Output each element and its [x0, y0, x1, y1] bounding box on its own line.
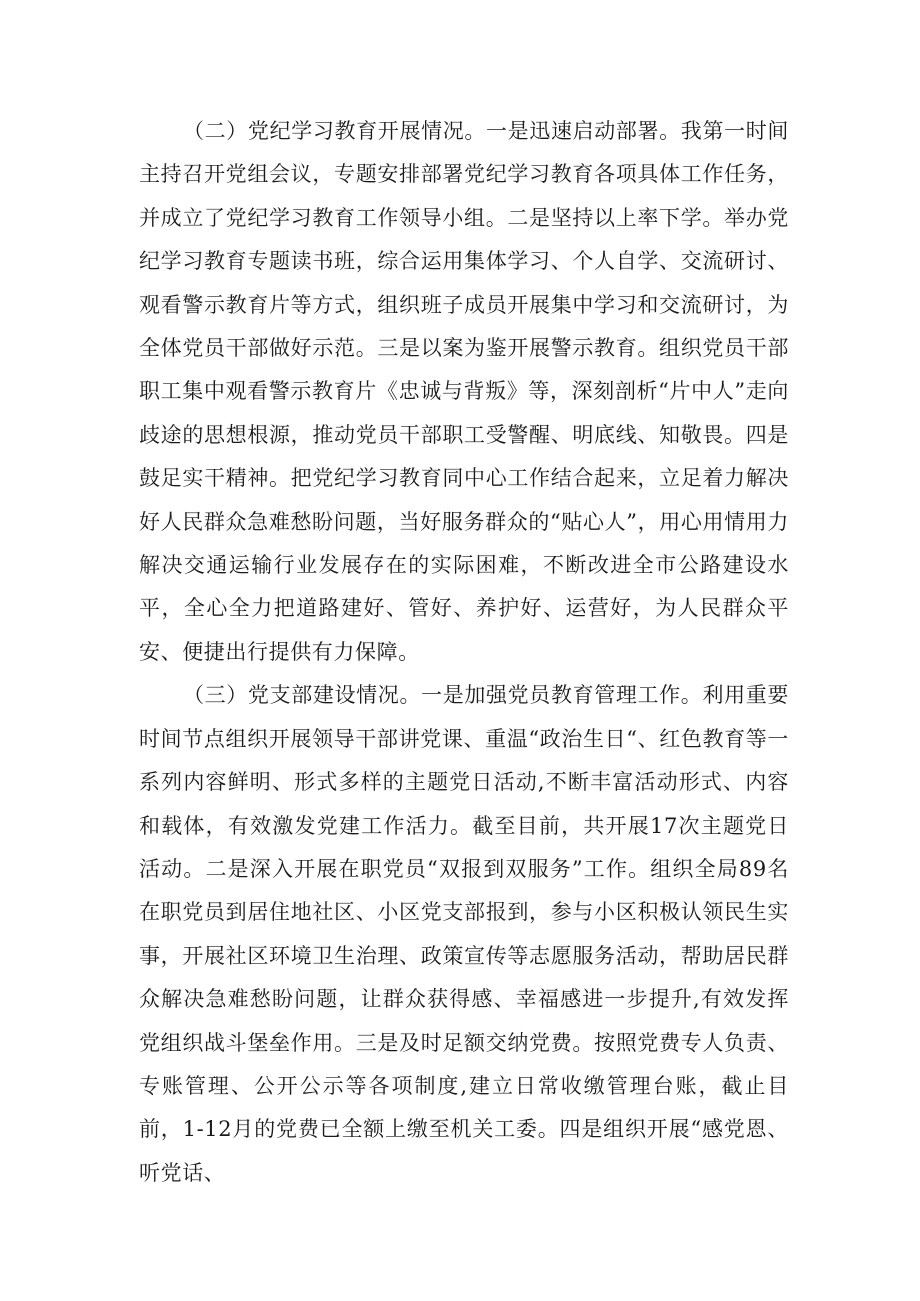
paragraph-party-discipline-education: （二）党纪学习教育开展情况。一是迅速启动部署。我第一时间主持召开党组会议，专题安排部署党纪学习教育各项具体工作任务，并成立了党纪学习教育工作领导小组。二是坚持以上率下学。举办党纪学习教育专题读书班，综合运用集体学习、个人自学、交流研讨、观看警示教育片等方式，组织班子成员开展集中学习和交流研讨，为全体党员干部做好示范。三是以案为鉴开展警示教育。组织党员干部职工集中观看警示教育片《忠诚与背叛》等，深刻剖析“片中人”走向歧途的思想根源，推动党员干部职工受警醒、明底线、知敬畏。四是鼓足实干精神。把党纪学习教育同中心工作结合起来，立足着力解决好人民群众急难愁盼问题，当好服务群众的“贴心人”，用心用情用力解决交通运输行业发展存在的实际困难，不断改进全市公路建设水平，全心全力把道路建好、管好、养护好、运营好，为人民群众平安、便捷出行提供有力保障。: [139, 119, 789, 664]
document-body: [139, 110, 789, 1195]
paragraph-party-branch-construction: （三）党支部建设情况。一是加强党员教育管理工作。利用重要时间节点组织开展领导干部讲党课、重温“政治生日“、红色教育等一系列内容鲜明、形式多样的主题党日活动,不断丰富活动形式、内容和载体，有效激发党建工作活力。截至目前，共开展17次主题党日活动。二是深入开展在职党员“双报到双服务”工作。组织全局89名在职党员到居住地社区、小区党支部报到，参与小区积极认领民生实事，开展社区环境卫生治理、政策宣传等志愿服务活动，帮助居民群众解决急难愁盼问题，让群众获得感、幸福感进一步提升,有效发挥党组织战斗堡垒作用。三是及时足额交纳党费。按照党费专人负责、专账管理、公开公示等各项制度,建立日常收缴管理台账，截止目前，1-12月的党费已全额上缴至机关工委。四是组织开展“感党恩、听党话、: [139, 683, 789, 1185]
